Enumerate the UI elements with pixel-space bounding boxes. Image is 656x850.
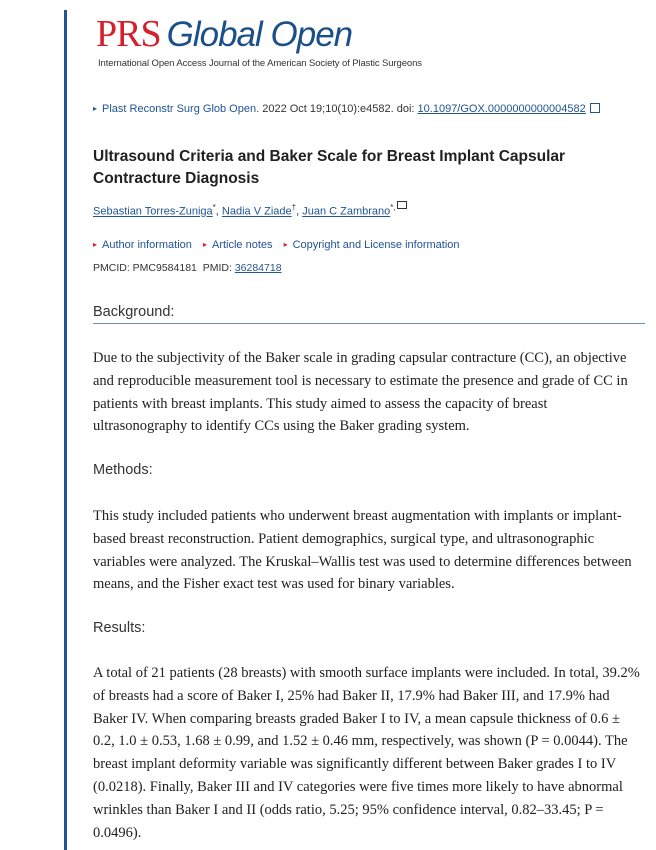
author-link[interactable]: Nadia V Ziade xyxy=(221,205,292,218)
external-link-icon[interactable] xyxy=(590,103,600,113)
methods-paragraph: This study included patients who underwent breast augmentation with implants or implant-based breast reconstruction. Patient demographics, surgical type, and ultrasonographic variables were analyzed. The Kruskal–Wallis test was used to determine differences between means, and the Fisher exact test was used for binary variables. xyxy=(93,508,632,593)
results-paragraph: A total of 21 patients (28 breasts) with smooth surface implants were included. In total, 39.2% of breasts had a score of Baker I, 25% had Baker II, 17.9% had Baker III, and 17.9% had Baker IV. When comparing breasts graded Baker I to IV, a mean capsule thickness of 0.6 ± 0.2, 1.0 ± 0.53, 1.68 ± 0.99, and 1.52 ± 0.46 mm, respectively, was shown (P = 0.0044). The breast implant deformity variable was significantly different between Baker grades I to IV (0.0218). Finally, Baker III and IV categories were five times more likely to have abnormal wrinkles than Baker I and II (odds ratio, 5.25; 95% confidence interval, 0.82–33.45; P = 0.0496). xyxy=(93,665,640,841)
article-title: Ultrasound Criteria and Baker Scale for Breast Implant Capsular Contracture Diagnosis xyxy=(93,148,566,187)
triangle-bullet-icon: ▸ xyxy=(283,240,288,249)
methods-heading: Methods: xyxy=(93,462,153,478)
background-paragraph: Due to the subjectivity of the Baker scale in grading capsular contracture (CC), an objective and reproducible measurement tool is necessary to estimate the presence and grade of CC in patients with breast implants. This study aimed to assess the capacity of breast ultrasonography to identify CCs using the Baker grading system. xyxy=(93,350,628,435)
info-links xyxy=(93,239,468,251)
pmcid-label: PMCID: xyxy=(93,262,133,274)
logo-prs-text: PRS xyxy=(96,13,161,55)
citation-line xyxy=(93,102,600,115)
author-mark: *, xyxy=(390,203,396,212)
pmid-link[interactable]: 36284718 xyxy=(234,262,282,274)
journal-logo[interactable] xyxy=(96,14,456,69)
triangle-bullet-icon: ▸ xyxy=(202,240,207,249)
left-accent-bar xyxy=(64,10,67,850)
doi-link[interactable]: 10.1097/GOX.0000000000004582 xyxy=(417,103,586,115)
results-heading: Results: xyxy=(93,620,146,636)
logo-global-open-text: Global Open xyxy=(166,15,353,54)
triangle-bullet-icon: ▸ xyxy=(93,240,98,249)
pmcid-value: PMC9584181 xyxy=(132,262,197,274)
background-heading: Background: xyxy=(93,304,645,324)
author-list: Sebastian Torres-Zuniga*, Nadia V Ziade†, Juan C Zambrano*, xyxy=(93,203,407,218)
article-notes-toggle[interactable]: ▸ Article notes xyxy=(202,239,273,251)
citation-details: 2022 Oct 19;10(10):e4582. doi: xyxy=(259,103,418,115)
author-mark: † xyxy=(291,203,297,212)
author-link[interactable]: Juan C Zambrano xyxy=(302,205,391,218)
article-ids xyxy=(93,262,282,274)
journal-subtitle: International Open Access Journal of the American Society of Plastic Surgeons xyxy=(98,58,422,69)
pmid-label: PMID: xyxy=(202,262,235,274)
copyright-info-toggle[interactable]: ▸ Copyright and License information xyxy=(283,239,460,251)
triangle-bullet-icon: ▸ xyxy=(93,104,98,113)
author-information-toggle[interactable]: ▸ Author information xyxy=(93,239,192,251)
author-link[interactable]: Sebastian Torres-Zuniga xyxy=(93,205,213,218)
envelope-icon[interactable] xyxy=(397,201,407,209)
author-mark: * xyxy=(212,203,216,212)
journal-link[interactable]: Plast Reconstr Surg Glob Open. xyxy=(102,103,260,115)
